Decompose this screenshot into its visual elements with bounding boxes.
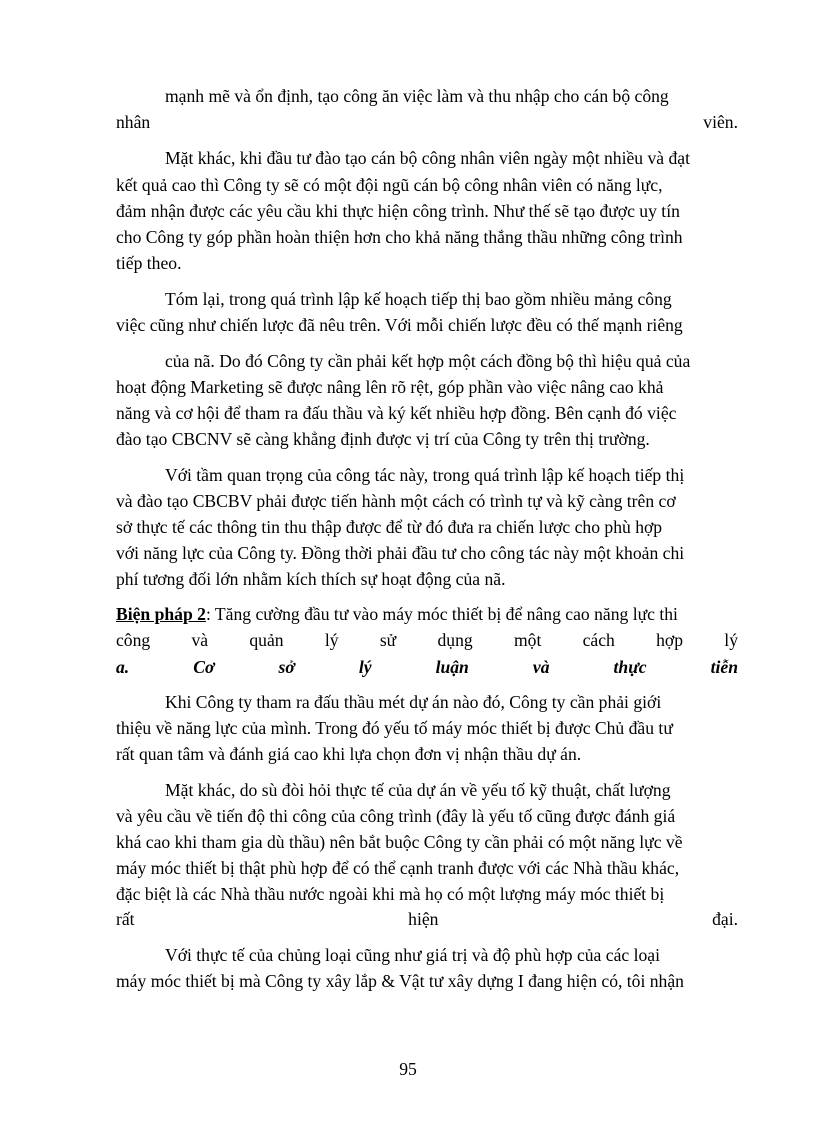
text-line: và yêu cầu về tiến độ thi công của công trình (đây là yếu tố cũng được đánh giá [116, 806, 676, 826]
text-line: rất hiện đại. [116, 909, 738, 929]
text-line: Mặt khác, khi đầu tư đào tạo cán bộ công nhân viên ngày một nhiều và đạt [165, 148, 690, 168]
text-line: và đào tạo CBCBV phải được tiến hành một cách có trình tự và kỹ càng trên cơ [116, 491, 676, 511]
text-line: cho Công ty góp phần hoàn thiện hơn cho khả năng thắng thầu những công trình [116, 227, 683, 247]
text-line: mạnh mẽ và ổn định, tạo công ăn việc làm và thu nhập cho cán bộ công [165, 86, 669, 106]
text-line: đặc biệt là các Nhà thầu nước ngoài khi mà họ có một lượng máy móc thiết bị [116, 884, 665, 904]
text-line: Tóm lại, trong quá trình lập kế hoạch tiếp thị bao gồm nhiều mảng công [165, 289, 672, 309]
measure-heading-text: : Tăng cường đầu tư vào máy móc thiết bị để nâng cao năng lực thi [205, 604, 678, 624]
text-line: nhân viên. [116, 112, 738, 132]
text-line: Khi Công ty tham ra đấu thầu mét dự án nào đó, Công ty cần phải giới [165, 692, 662, 712]
text-line: máy móc thiết bị mà Công ty xây lắp & Vật tư xây dựng I đang hiện có, tôi nhận [116, 971, 684, 991]
page-number: 95 [399, 1059, 417, 1079]
text-line: với năng lực của Công ty. Đồng thời phải đầu tư cho công tác này một khoản chi [116, 543, 685, 563]
measure-heading-line [116, 601, 738, 627]
text-line: máy móc thiết bị thật phù hợp để có thể cạnh tranh được với các Nhà thầu khác, [116, 858, 680, 878]
text-line: phí tương đối lớn nhằm kích thích sự hoạt động của nã. [116, 569, 506, 589]
text-line: sở thực tế các thông tin thu thập được để từ đó đưa ra chiến lược cho phù hợp [116, 517, 663, 537]
section-heading: a. Cơ sở lý luận và thực tiễn [116, 657, 738, 677]
text-line: Với thực tế của chủng loại cũng như giá trị và độ phù hợp của các loại [165, 945, 660, 965]
text-line: Với tầm quan trọng của công tác này, trong quá trình lập kế hoạch tiếp thị [165, 465, 685, 485]
text-line: năng và cơ hội để tham ra đấu thầu và ký kết nhiều hợp đồng. Bên cạnh đó việc [116, 403, 677, 423]
measure-heading-label: Biện pháp 2 [116, 604, 206, 624]
text-line: việc cũng như chiến lược đã nêu trên. Với mỗi chiến lược đều có thế mạnh riêng [116, 315, 683, 335]
text-line: thiệu về năng lực của mình. Trong đó yếu tố máy móc thiết bị được Chủ đầu tư [116, 718, 673, 738]
text-line: khá cao khi tham gia dù thầu) nên bắt buộc Công ty cần phải có một năng lực về [116, 832, 683, 852]
text-line: của nã. Do đó Công ty cần phải kết hợp một cách đồng bộ thì hiệu quả của [165, 351, 691, 371]
text-line: rất quan tâm và đánh giá cao khi lựa chọn đơn vị nhận thầu dự án. [116, 744, 582, 764]
text-line: kết quả cao thì Công ty sẽ có một đội ngũ cán bộ công nhân viên có năng lực, [116, 175, 663, 195]
text-line: tiếp theo. [116, 253, 182, 273]
text-line: Mặt khác, do sù đòi hỏi thực tế của dự án về yếu tố kỹ thuật, chất lượng [165, 780, 671, 800]
text-line: đào tạo CBCNV sẽ càng khẳng định được vị trí của Công ty trên thị trường. [116, 429, 650, 449]
text-line: hoạt động Marketing sẽ được nâng lên rõ rệt, góp phần vào việc nâng cao khả [116, 377, 664, 397]
text-line: đảm nhận được các yêu cầu khi thực hiện công trình. Như thế sẽ tạo được uy tín [116, 201, 680, 221]
text-line: công và quản lý sử dụng một cách hợp lý [116, 630, 738, 650]
